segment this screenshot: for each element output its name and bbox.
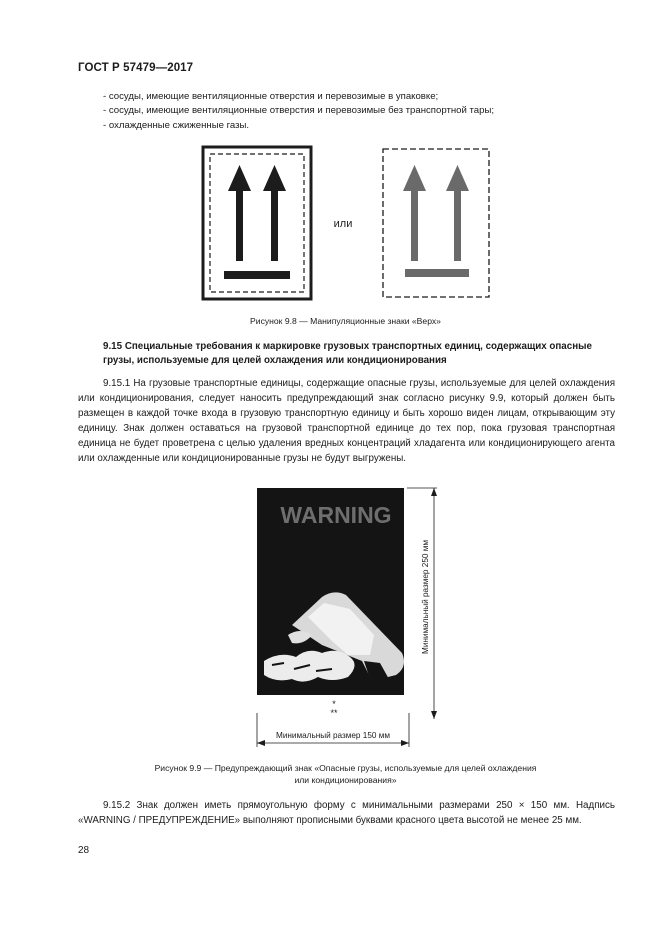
paragraph-text: 9.15.2 Знак должен иметь прямоугольную форму с минимальными размерами 250 × 150 мм. Надпись «WARNING / ПРЕДУПРЕЖДЕНИЕ» выполняют прописными буквами красного цвета высотой не менее 25 мм.: [78, 800, 615, 826]
width-dimension: [257, 713, 409, 747]
figure-caption-line: Рисунок 9.9 — Предупреждающий знак «Опасные грузы, используемые для целей охлаждения: [154, 763, 537, 773]
list-item: - охлажденные сжиженные газы.: [103, 119, 250, 131]
handling-marks-figure: [200, 143, 495, 303]
bullet-list: [103, 90, 494, 133]
width-dimension-label: Минимальный размер 150 мм: [276, 731, 390, 740]
warning-sign-figure: [252, 485, 442, 747]
section-heading: [103, 340, 615, 367]
this-way-up-gray-sign: [383, 149, 489, 297]
paragraph-text: 9.15.1 На грузовые транспортные единицы, содержащие опасные грузы, используемые для целей охлаждения или кондиционирования, следует наносить предупреждающий знак согласно рисунку 9.9, который должен быть размещен в каждой точке входа в грузовую транспортную единицу и быть хорошо виден лицам, открывающим эту единицу. Знак должен оставаться на грузовой транспортной единице до тех пор, пока грузовая транспортная единица не будет проветрена с целью удаления вредных концентраций хладагента или кондиционирующего агента или охлажденные или кондиционированные грузы не будут выгружены.: [78, 378, 615, 464]
height-dimension: [407, 488, 437, 719]
footnote-marker: *: [332, 699, 336, 709]
warning-sign-text: WARNING: [280, 502, 392, 528]
list-item: - сосуды, имеющие вентиляционные отверстия и перевозимые без транспортной тары;: [103, 105, 495, 117]
figure-caption: Рисунок 9.8 — Манипуляционные знаки «Верх»: [250, 316, 441, 326]
warning-sign: [257, 488, 404, 695]
figure-caption-line: или кондиционирования»: [294, 775, 397, 786]
page-header-title: ГОСТ Р 57479—2017: [78, 62, 194, 74]
section-number: 9.15: [103, 341, 123, 352]
footnote-marker: **: [330, 708, 338, 718]
this-way-up-black-sign: [203, 147, 311, 299]
paragraph: [78, 377, 615, 466]
page-number: 28: [78, 845, 90, 856]
figure-caption: [78, 762, 613, 787]
section-title: Специальные требования к маркировке грузовых транспортных единиц, содержащих опасные грузы, используемые для целей охлаждения или кондиционирования: [103, 341, 592, 366]
or-label: или: [333, 218, 353, 230]
list-item: - сосуды, имеющие вентиляционные отверстия и перевозимые в упаковке;: [103, 91, 439, 102]
height-dimension-label: Минимальный размер 250 мм: [421, 540, 430, 654]
paragraph: [78, 799, 615, 829]
